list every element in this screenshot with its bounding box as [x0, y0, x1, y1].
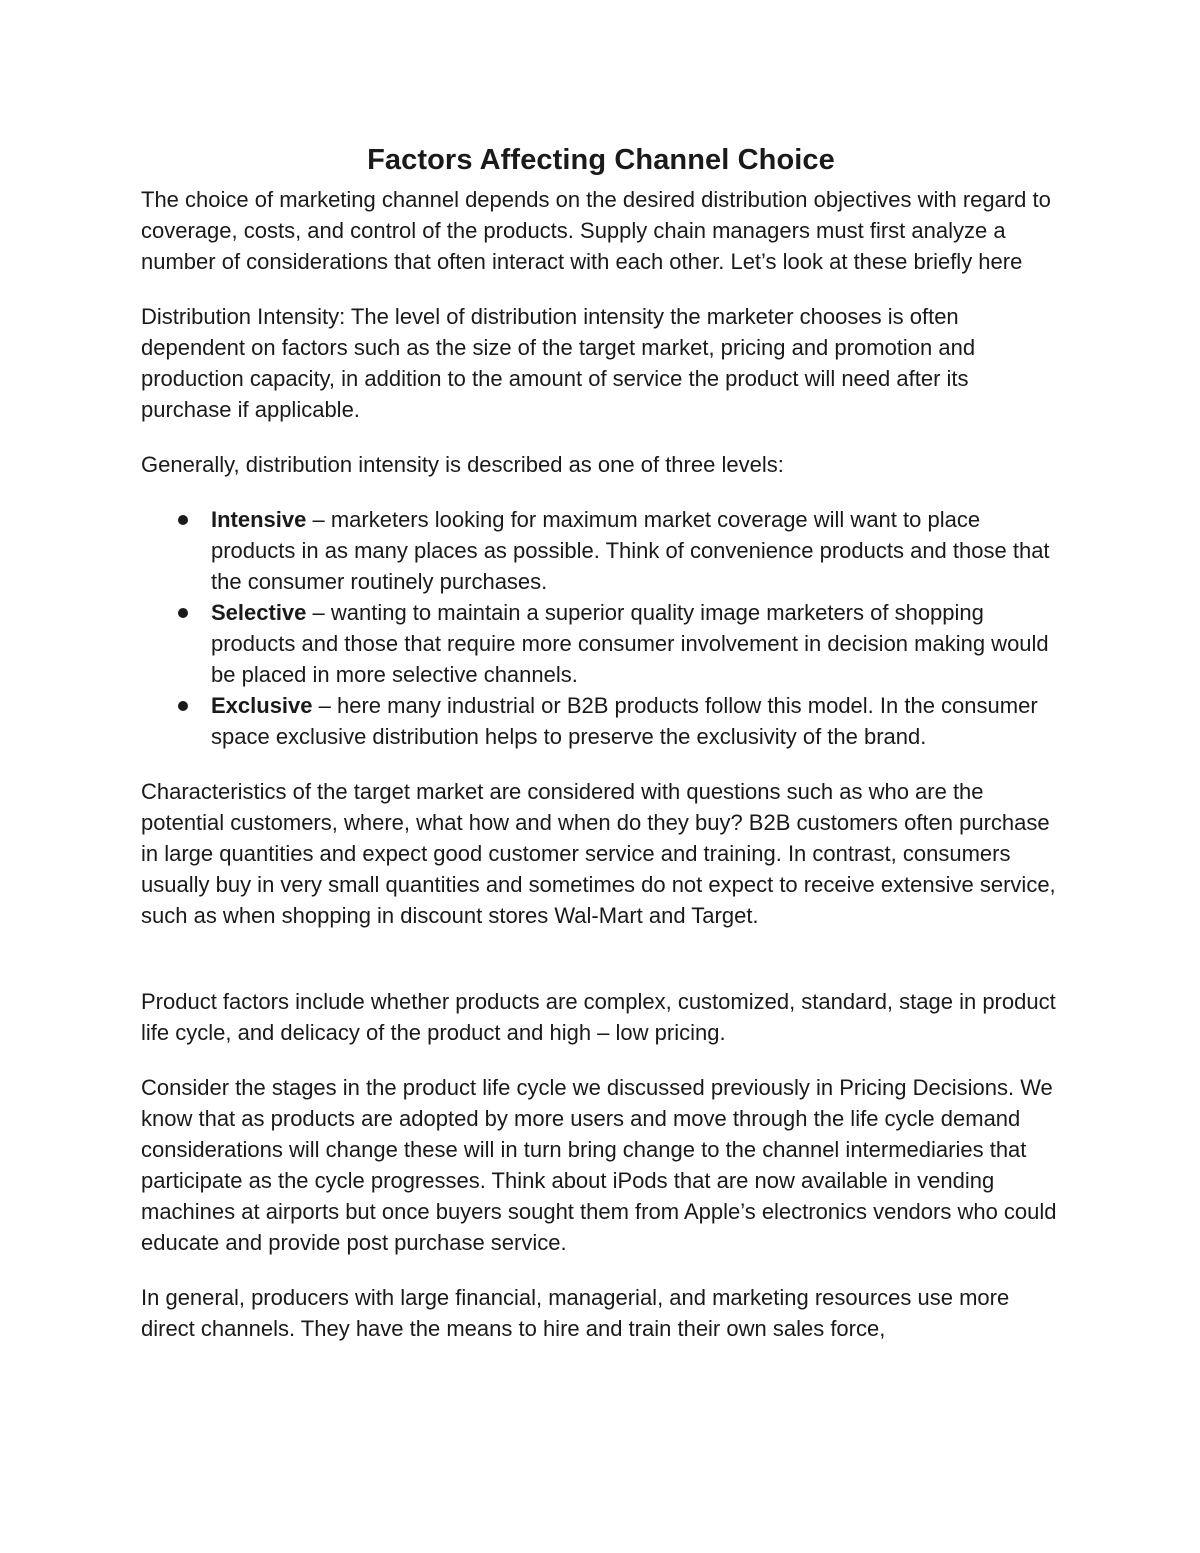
bullet-icon — [178, 608, 188, 618]
level-term: Selective — [211, 600, 307, 625]
document-page — [141, 140, 1061, 1344]
list-item-selective — [141, 597, 1061, 690]
bullet-icon — [178, 515, 188, 525]
product-factors-paragraph: Product factors include whether products are complex, customized, standard, stage in product life cycle, and delicacy of the product and high – low pricing. — [141, 989, 1056, 1045]
target-market-paragraph: Characteristics of the target market are considered with questions such as who are the potential customers, where, what how and when do they buy? B2B customers often purchase in large quantities and expect good customer service and training. In contrast, consumers usually buy in very small quantities and sometimes do not expect to receive extensive service, such as when shopping in discount stores Wal-Mart and Target. — [141, 779, 1056, 928]
level-description: – here many industrial or B2B products follow this model. In the consumer space exclusive distribution helps to preserve the exclusivity of the brand. — [211, 693, 1038, 749]
intro-paragraph: The choice of marketing channel depends on the desired distribution objectives with regard to coverage, costs, and control of the products. Supply chain managers must first analyze a number of considerations that often interact with each other. Let’s look at these briefly here — [141, 187, 1051, 274]
list-item-intensive — [141, 504, 1061, 597]
level-term: Exclusive — [211, 693, 313, 718]
level-description: – marketers looking for maximum market coverage will want to place products in as many places as possible. Think of convenience products and those that the consumer routinely purchases. — [211, 507, 1050, 594]
life-cycle-paragraph: Consider the stages in the product life cycle we discussed previously in Pricing Decisions. We know that as products are adopted by more users and move through the life cycle demand considerations will change these will in turn bring change to the channel intermediaries that participate as the cycle progresses. Think about iPods that are now available in vending machines at airports but once buyers sought them from Apple’s electronics vendors who could educate and provide post purchase service. — [141, 1075, 1057, 1255]
level-description: – wanting to maintain a superior quality image marketers of shopping products and those that require more consumer involvement in decision making would be placed in more selective channels. — [211, 600, 1049, 687]
producer-resources-paragraph: In general, producers with large financial, managerial, and marketing resources use more direct channels. They have the means to hire and train their own sales force, — [141, 1285, 1010, 1341]
bullet-icon — [178, 701, 188, 711]
page-title: Factors Affecting Channel Choice — [367, 144, 835, 176]
distribution-intensity-paragraph: Distribution Intensity: The level of distribution intensity the marketer chooses is often dependent on factors such as the size of the target market, pricing and promotion and production capacity, in addition to the amount of service the product will need after its purchase if applicable. — [141, 304, 976, 422]
distribution-levels-list — [141, 504, 1061, 752]
levels-intro-paragraph: Generally, distribution intensity is described as one of three levels: — [141, 452, 784, 477]
level-term: Intensive — [211, 507, 307, 532]
list-item-exclusive — [141, 690, 1061, 752]
